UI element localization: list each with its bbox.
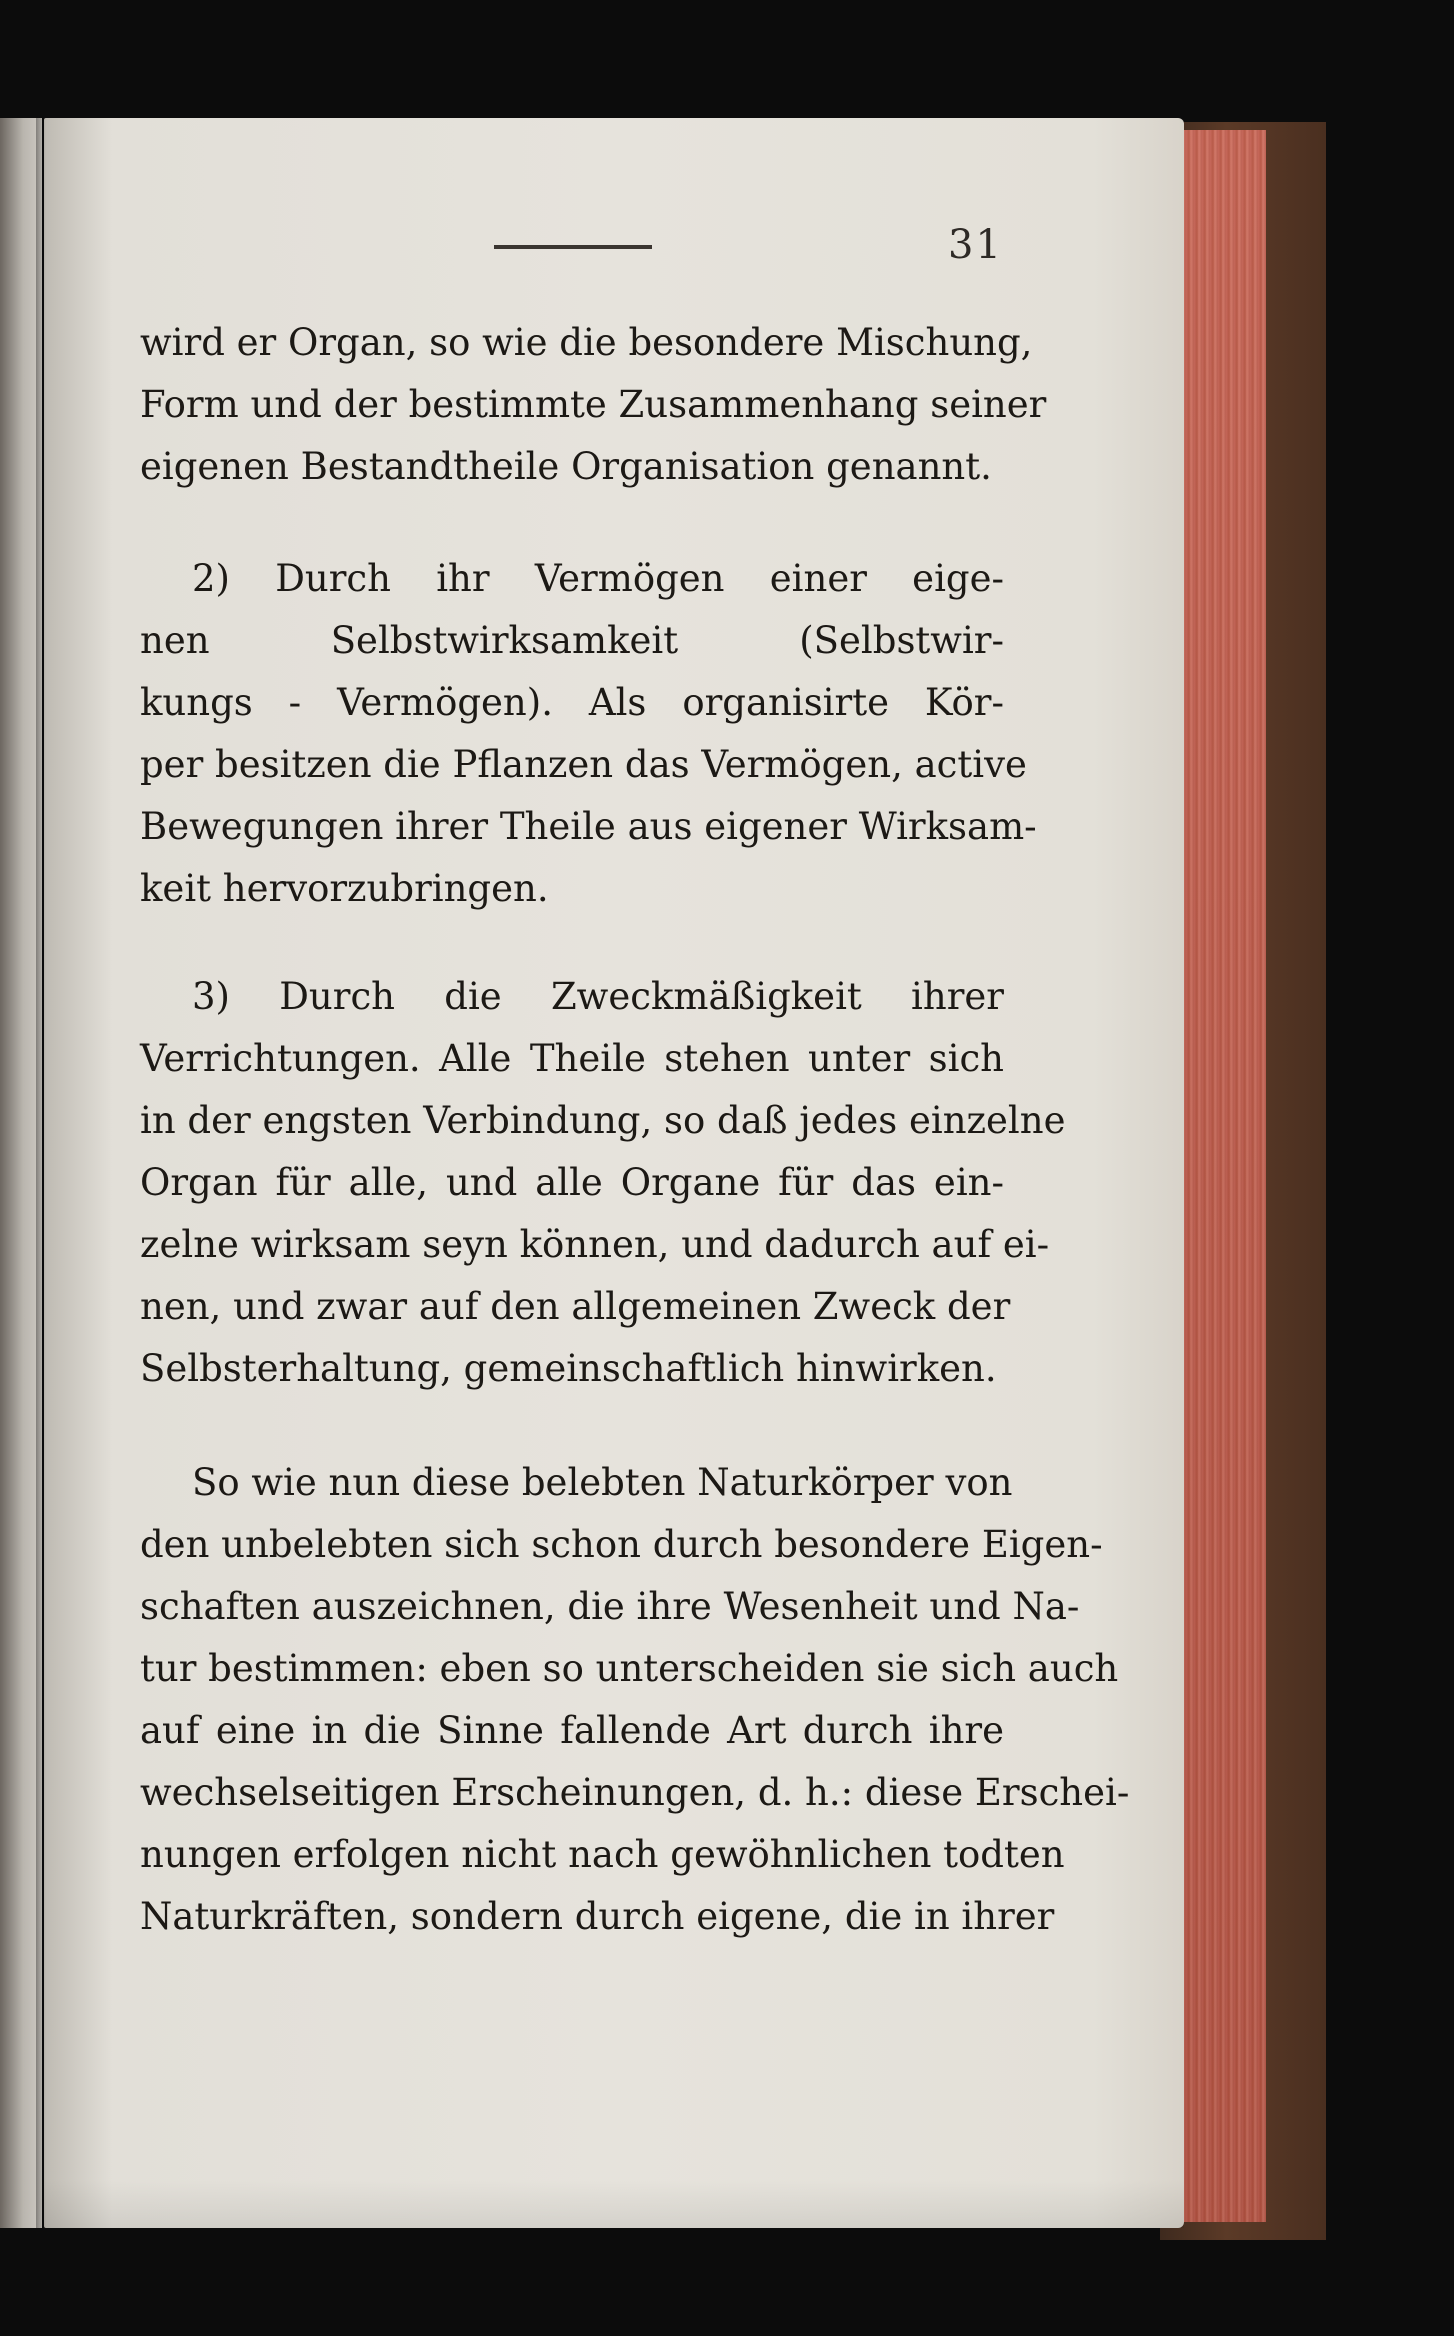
text-line: den unbelebten sich schon durch besondere Eigen- <box>140 1523 1103 1566</box>
text-line: Selbsterhaltung, gemeinschaftlich hinwirken. <box>140 1347 997 1390</box>
text-line: keit hervorzubringen. <box>140 867 549 910</box>
text-line: nungen erfolgen nicht nach gewöhnlichen todten <box>140 1833 1065 1876</box>
page-shadow <box>44 2180 1184 2228</box>
text-line: Bewegungen ihrer Theile aus eigener Wirksam- <box>140 805 1037 848</box>
text-line: Organ für alle, und alle Organe für das ein- <box>140 1161 1004 1204</box>
text-line: schaften auszeichnen, die ihre Wesenheit und Na- <box>140 1585 1080 1628</box>
text-line: tur bestimmen: eben so unterscheiden sie sich auch <box>140 1647 1119 1690</box>
text-line: eigenen Bestandtheile Organisation genannt. <box>140 445 992 488</box>
text-line: Form und der bestimmte Zusammenhang seiner <box>140 383 1047 426</box>
page-block-edges <box>1178 130 1266 2222</box>
page-number: 31 <box>948 222 1003 268</box>
header-rule <box>494 245 652 249</box>
text-line: nen, und zwar auf den allgemeinen Zweck der <box>140 1285 1011 1328</box>
text-line: 3) Durch die Zweckmäßigkeit ihrer <box>192 975 1004 1018</box>
text-line: So wie nun diese belebten Naturkörper von <box>192 1461 1013 1504</box>
text-line: 2) Durch ihr Vermögen einer eige- <box>192 557 1004 600</box>
text-line: nen Selbstwirksamkeit (Selbstwir- <box>140 619 1004 662</box>
text-line: per besitzen die Pflanzen das Vermögen, active <box>140 743 1027 786</box>
text-line: Naturkräften, sondern durch eigene, die in ihrer <box>140 1895 1055 1938</box>
text-line: zelne wirksam seyn können, und dadurch auf ei- <box>140 1223 1050 1266</box>
text-line: kungs - Vermögen). Als organisirte Kör- <box>140 681 1004 724</box>
gutter-shadow <box>36 118 46 2228</box>
text-line: wechselseitigen Erscheinungen, d. h.: diese Erschei- <box>140 1771 1130 1814</box>
text-line: auf eine in die Sinne fallende Art durch ihre <box>140 1709 1004 1752</box>
text-line: in der engsten Verbindung, so daß jedes einzelne <box>140 1099 1066 1142</box>
text-line: wird er Organ, so wie die besondere Mischung, <box>140 321 1033 364</box>
text-line: Verrichtungen. Alle Theile stehen unter sich <box>140 1037 1004 1080</box>
